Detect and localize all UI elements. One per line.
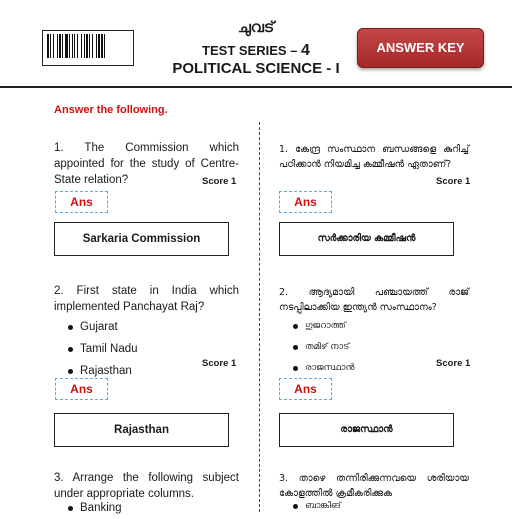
question-2-en-answer: Rajasthan: [54, 413, 229, 447]
question-2-ml-score: Score 1: [436, 358, 471, 369]
answer-key-badge: ANSWER KEY: [357, 28, 484, 68]
option-item: ഗുജറാത്ത്: [279, 316, 449, 337]
option-item: തമിഴ് നാട്: [279, 337, 449, 358]
question-2-ml-options: [279, 316, 449, 379]
barcode-bars: [47, 34, 129, 58]
option-item: രാജസ്ഥാൻ: [279, 358, 449, 379]
question-1-en-ans-label: Ans: [55, 191, 108, 213]
question-1-ml-score: Score 1: [436, 176, 471, 187]
question-1-en-score: Score 1: [202, 176, 237, 187]
option-item: Tamil Nadu: [48, 338, 238, 360]
question-1-en-answer: Sarkaria Commission: [54, 222, 229, 256]
question-3-en: 3. Arrange the following subject under appropriate columns.: [54, 472, 239, 500]
question-3-ml: 3. താഴെ തന്നിരിക്കുന്നവയെ ശരിയായ കോളത്തിൽ ക്രമീകരിക്കുക: [279, 473, 469, 499]
question-2-ml-answer: രാജസ്ഥാൻ: [279, 413, 454, 447]
header-divider: [0, 86, 512, 88]
question-2-ml-ans-label: Ans: [279, 378, 332, 400]
option-item: Banking: [48, 497, 238, 519]
option-item: Gujarat: [48, 316, 238, 338]
page-title: ചുവട്: [237, 18, 275, 36]
question-1-en: 1. The Commission which appointed for the study of Centre-State relation?: [54, 142, 239, 186]
question-2-en: 2. First state in India which implemented Panchayat Raj?: [54, 285, 239, 313]
test-series-number: 4: [301, 42, 310, 59]
subject-title: POLITICAL SCIENCE - I: [172, 60, 340, 77]
option-item: Rajasthan: [48, 360, 238, 382]
question-2-ml: 2. ആദ്യമായി പഞ്ചായത്ത് രാജ് നടപ്പിലാക്കിയ ഇന്ത്യൻ സംസ്ഥാനം?: [279, 287, 469, 313]
question-3-ml-options: [279, 496, 449, 517]
question-1-ml-ans-label: Ans: [279, 191, 332, 213]
column-divider: [259, 122, 260, 512]
question-2-en-ans-label: Ans: [55, 378, 108, 400]
barcode: [42, 30, 134, 66]
test-series-label: [150, 42, 362, 60]
question-2-en-score: Score 1: [202, 358, 237, 369]
option-item: ബാങ്കിങ്: [279, 496, 449, 517]
test-series-prefix: TEST SERIES –: [202, 43, 302, 58]
question-3-en-options: [48, 497, 238, 519]
question-1-ml: 1. കേന്ദ്ര സംസ്ഥാന ബന്ധങ്ങളെ കുറിച്ച് പഠിക്കാൻ നിയമിച്ച കമ്മീഷൻ ഏതാണ്?: [279, 144, 469, 170]
question-1-ml-answer: സർക്കാരിയ കമ്മീഷൻ: [279, 222, 454, 256]
question-2-en-options: [48, 316, 238, 382]
instruction-text: Answer the following.: [54, 104, 168, 116]
